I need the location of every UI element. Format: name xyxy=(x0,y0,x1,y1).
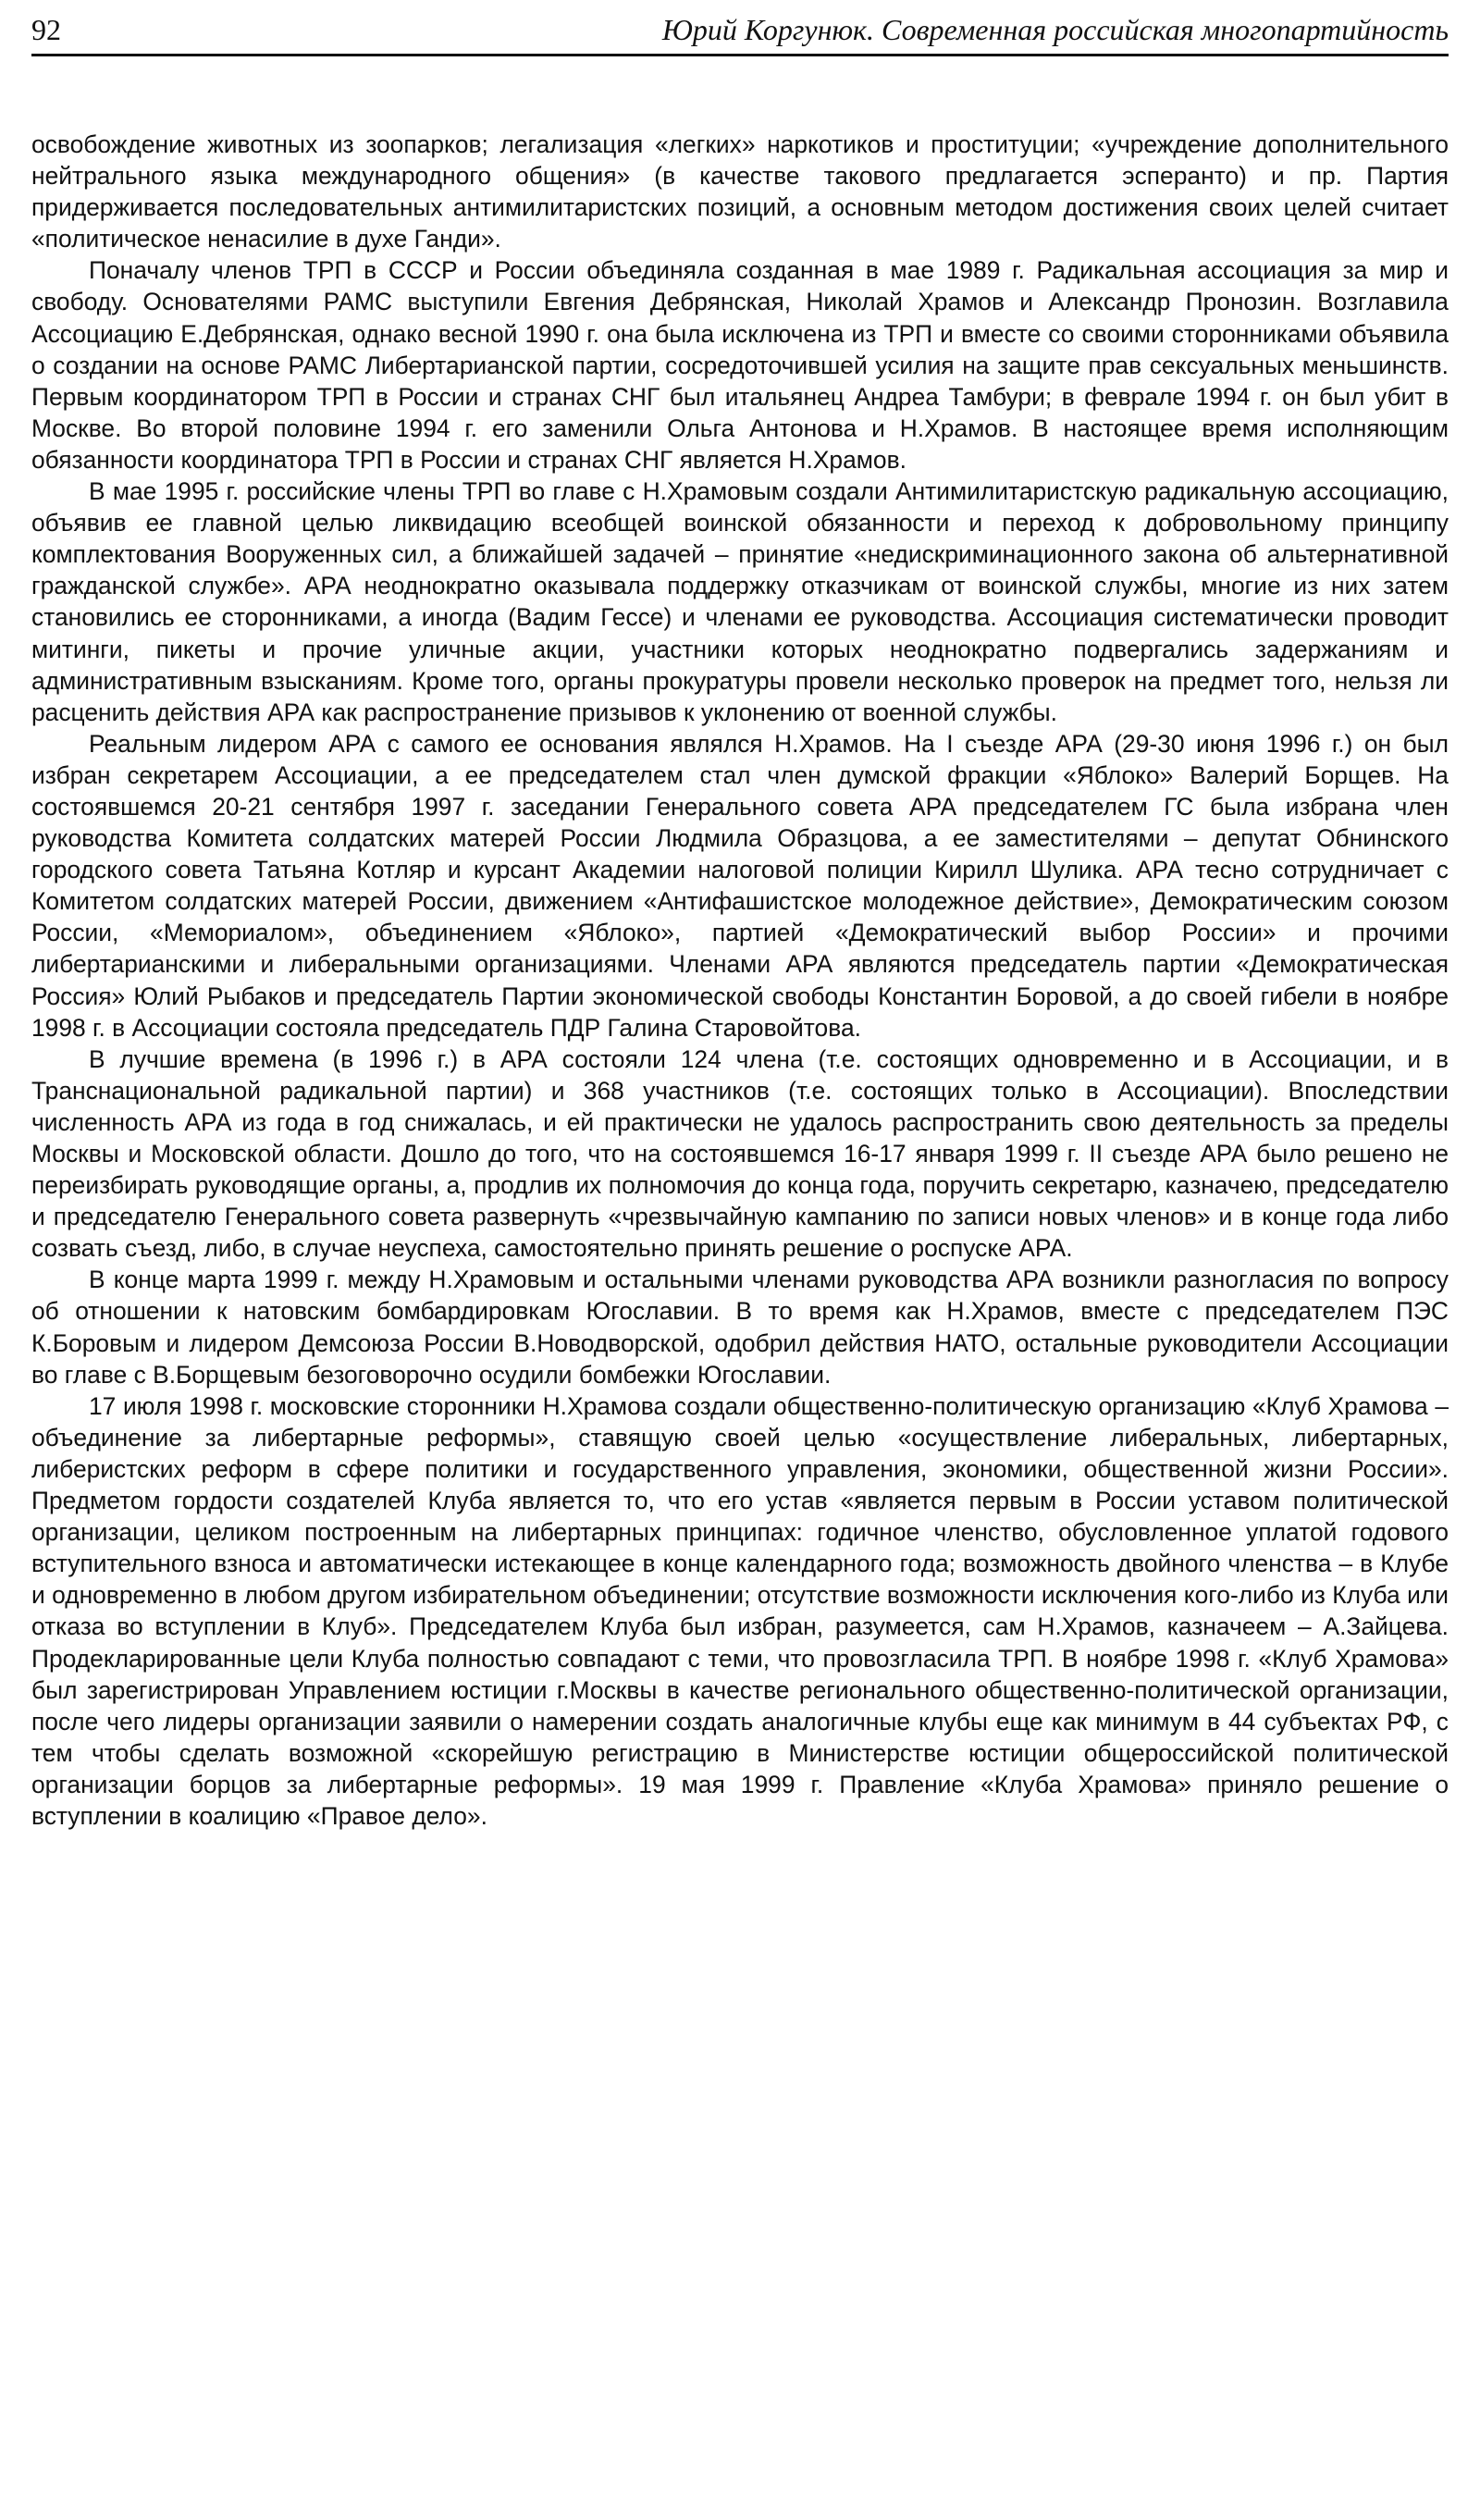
paragraph: Реальным лидером АРА с самого ее основания являлся Н.Храмов. На I съезде АРА (29-30 июня 1996 г.) он был избран секретарем Ассоциации, а ее председателем стал член думской фракции «Яблоко» Валерий Борщев. На состоявшемся 20-21 сентября 1997 г. заседании Генерального совета АРА председателем ГС была избрана член руководства Комитета солдатских матерей России Людмила Образцова, а ее заместителями – депутат Обнинского городского совета Татьяна Котляр и курсант Академии налоговой полиции Кирилл Шулика. АРА тесно сотрудничает с Комитетом солдатских матерей России, движением «Антифашистское молодежное действие», Демократическим союзом России, «Мемориалом», объединением «Яблоко», партией «Демократический выбор России» и прочими либертарианскими и либеральными организациями. Членами АРА являются председатель партии «Демократическая Россия» Юлий Рыбаков и председатель Партии экономической свободы Константин Боровой, а до своей гибели в ноябре 1998 г. в Ассоциации состояла председатель ПДР Галина Старовойтова. xyxy=(31,729,1449,1042)
paragraph: В конце марта 1999 г. между Н.Храмовым и остальными членами руководства АРА возникли разногласия по вопросу об отношении к натовским бомбардировкам Югославии. В то время как Н.Храмов, вместе с председателем ПЭС К.Боровым и лидером Демсоюза России В.Новодворской, одобрил действия НАТО, остальные руководители Ассоциации во главе с В.Борщевым безоговорочно осудили бомбежки Югославии. xyxy=(31,1266,1449,1389)
running-title: Юрий Коргунюк. Современная российская многопартийность xyxy=(661,13,1449,46)
body-text xyxy=(31,129,1449,1832)
paragraph: Поначалу членов ТРП в СССР и России объединяла созданная в мае 1989 г. Радикальная ассоциация за мир и свободу. Основателями РАМС выступили Евгения Дебрянская, Николай Храмов и Александр Пронозин. Возглавила Ассоциацию Е.Дебрянская, однако весной 1990 г. она была исключена из ТРП и вместе со своими сторонниками объявила о создании на основе РАМС Либертарианской партии, сосредоточившей усилия на защите прав сексуальных меньшинств. Первым координатором ТРП в России и странах СНГ был итальянец Андреа Тамбури; в феврале 1994 г. он был убит в Москве. Во второй половине 1994 г. его заменили Ольга Антонова и Н.Храмов. В настоящее время исполняющим обязанности координатора ТРП в России и странах СНГ является Н.Храмов. xyxy=(31,256,1449,474)
paragraph: освобождение животных из зоопарков; легализация «легких» наркотиков и проституции; «учреждение дополнительного нейтрального языка международного общения» (в качестве такового предлагается эсперанто) и пр. Партия придерживается последовательных антимилитаристских позиций, а основным методом достижения своих целей считает «политическое ненасилие в духе Ганди». xyxy=(31,130,1449,253)
paragraph: В лучшие времена (в 1996 г.) в АРА состояли 124 члена (т.е. состоящих одновременно и в Ассоциации, и в Транснациональной радикальной партии) и 368 участников (т.е. состоящих только в Ассоциации). Впоследствии численность АРА из года в год снижалась, и ей практически не удалось распространить свою деятельность за пределы Москвы и Московской области. Дошло до того, что на состоявшемся 16-17 января 1999 г. II съезде АРА было решено не переизбирать руководящие органы, а, продлив их полномочия до конца года, поручить секретарю, казначею, председателю и председателю Генерального совета развернуть «чрезвычайную кампанию по записи новых членов» и в конце года либо созвать съезд, либо, в случае неуспеха, самостоятельно принять решение о роспуске АРА. xyxy=(31,1044,1449,1263)
page-number: 92 xyxy=(31,13,61,46)
paragraph: 17 июля 1998 г. московские сторонники Н.Храмова создали общественно-политическую организацию «Клуб Храмова – объединение за либертарные реформы», ставящую своей целью «осуществление либеральных, либертарных, либеристских реформ в сфере политики и государственного управления, экономики, общественной жизни России». Предметом гордости создателей Клуба является то, что его устав «является первым в России уставом политической организации, целиком построенным на либертарных принципах: годичное членство, обусловленное уплатой годового вступительного взноса и автоматически истекающее в конце календарного года; возможность двойного членства – в Клубе и одновременно в любом другом избирательном объединении; отсутствие возможности исключения кого-либо из Клуба или отказа во вступлении в Клуб». Председателем Клуба был избран, разумеется, сам Н.Храмов, казначеем – А.Зайцева. Продекларированные цели Клуба полностью совпадают с теми, что провозгласила ТРП. В ноябре 1998 г. «Клуб Храмова» был зарегистрирован Управлением юстиции г.Москвы в качестве регионального общественно-политической организации, после чего лидеры организации заявили о намерении создать аналогичные клубы еще как минимум в 44 субъектах РФ, с тем чтобы сделать возможной «скорейшую регистрацию в Министерстве юстиции общероссийской политической организации борцов за либертарные реформы». 19 мая 1999 г. Правление «Клуба Храмова» приняло решение о вступлении в коалицию «Правое дело». xyxy=(31,1391,1449,1830)
running-header xyxy=(31,7,1449,56)
paragraph: В мае 1995 г. российские члены ТРП во главе с Н.Храмовым создали Антимилитаристскую радикальную ассоциацию, объявив ее главной целью ликвидацию всеобщей воинской обязанности и переход к добровольному принципу комплектования Вооруженных сил, а ближайшей задачей – принятие «недискриминационного закона об альтернативной гражданской службе». АРА неоднократно оказывала поддержку отказчикам от воинской службы, многие из них затем становились ее сторонниками, а иногда (Вадим Гессе) и членами ее руководства. Ассоциация систематически проводит митинги, пикеты и прочие уличные акции, участники которых неоднократно подвергались задержаниям и административным взысканиям. Кроме того, органы прокуратуры провели несколько проверок на предмет того, нельзя ли расценить действия АРА как распространение призывов к уклонению от военной службы. xyxy=(31,477,1449,726)
book-page xyxy=(31,7,1449,1832)
